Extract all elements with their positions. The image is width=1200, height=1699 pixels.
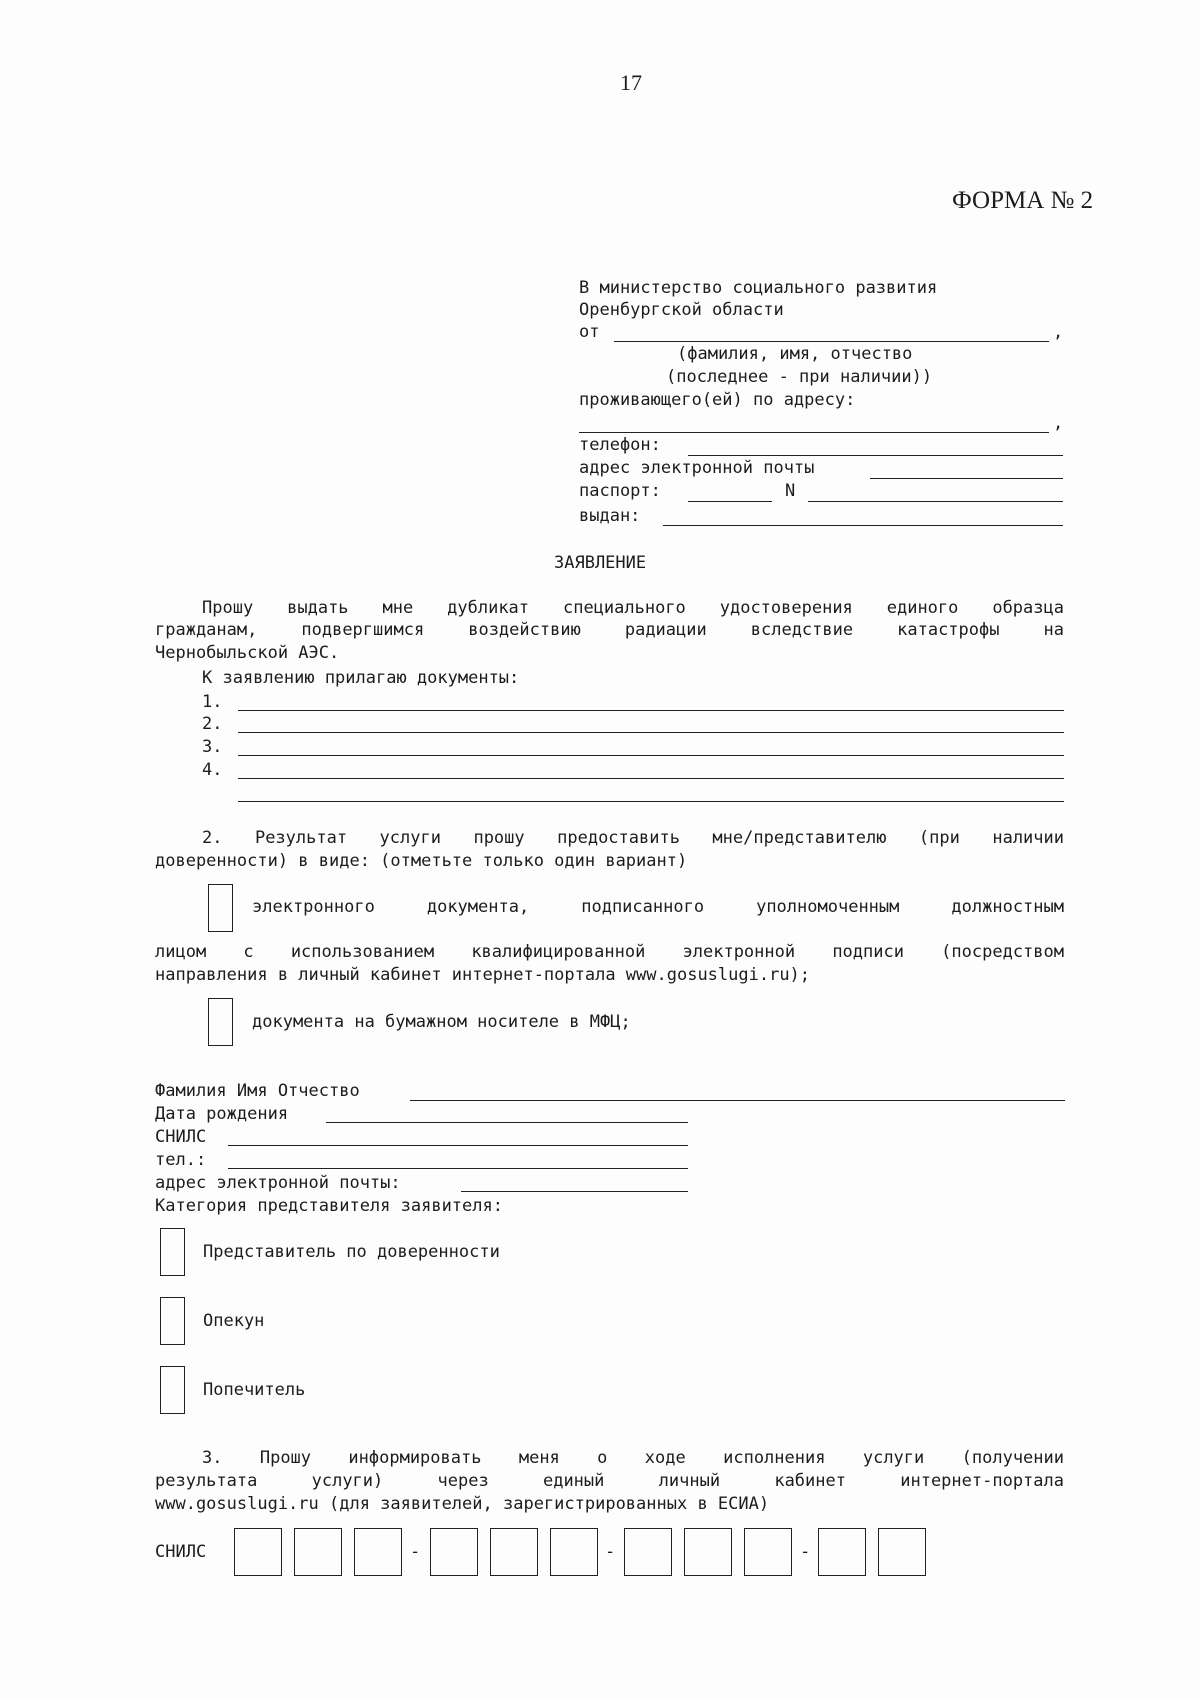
snils-digit-1[interactable] (234, 1528, 282, 1576)
attachment-number-1: 1. (202, 692, 223, 712)
attachment-field-1[interactable] (238, 710, 1064, 711)
address-comma: , (1053, 413, 1064, 433)
from-comma: , (1053, 322, 1064, 342)
snils-digit-4[interactable] (430, 1528, 478, 1576)
snils-digit-2[interactable] (294, 1528, 342, 1576)
request-line-2: гражданам, подвергшимся воздействию радиации вследствие катастрофы на (155, 620, 1064, 640)
rep-phone-field[interactable] (228, 1168, 688, 1169)
section2-line-2: доверенности) в виде: (отметьте только один вариант) (155, 851, 688, 871)
snils-dash-3: - (800, 1542, 811, 1562)
snils-digit-7[interactable] (624, 1528, 672, 1576)
option-electronic-line-3: направления в личный кабинет интернет-портала www.gosuslugi.ru); (155, 965, 811, 985)
issued-label: выдан: (579, 506, 641, 526)
rep-fullname-field[interactable] (410, 1100, 1065, 1101)
form-title: ФОРМА № 2 (952, 187, 1094, 214)
phone-label: телефон: (579, 435, 661, 455)
rep-email-label: адрес электронной почты: (155, 1173, 401, 1193)
electronic-document-checkbox[interactable] (208, 884, 233, 932)
email-field[interactable] (870, 478, 1063, 479)
section3-line-1: 3. Прошу информировать меня о ходе исполнения услуги (получении (202, 1448, 1064, 1468)
attachment-field-5[interactable] (238, 801, 1064, 802)
rep-snils-field[interactable] (228, 1145, 688, 1146)
category-guardian-checkbox[interactable] (160, 1297, 185, 1345)
issued-field[interactable] (663, 525, 1063, 526)
rep-fullname-label: Фамилия Имя Отчество (155, 1081, 360, 1101)
snils-digit-5[interactable] (490, 1528, 538, 1576)
attachment-field-4[interactable] (238, 778, 1064, 779)
page-number: 17 (620, 70, 642, 95)
addressee-line2: Оренбургской области (579, 300, 784, 320)
rep-email-field[interactable] (461, 1191, 688, 1192)
email-label: адрес электронной почты (579, 458, 815, 478)
document-heading: ЗАЯВЛЕНИЕ (554, 553, 647, 573)
option-electronic-line-1: электронного документа, подписанного уполномоченным должностным (252, 897, 1064, 917)
from-hint-2: (последнее - при наличии)) (666, 367, 933, 387)
option-electronic-line-2: лицом с использованием квалифицированной электронной подписи (посредством (155, 942, 1064, 962)
section3-line-2: результата услуги) через единый личный кабинет интернет-портала (155, 1471, 1064, 1491)
attachment-field-2[interactable] (238, 732, 1064, 733)
rep-phone-label: тел.: (155, 1150, 207, 1170)
passport-series-field[interactable] (688, 501, 772, 502)
section2-line-1: 2. Результат услуги прошу предоставить мне/представителю (при наличии (202, 828, 1064, 848)
category-guardian-label: Опекун (203, 1311, 265, 1331)
from-field[interactable] (614, 341, 1049, 342)
attachments-label: К заявлению прилагаю документы: (202, 668, 520, 688)
category-curator-label: Попечитель (203, 1380, 306, 1400)
rep-birthdate-field[interactable] (326, 1122, 688, 1123)
phone-field[interactable] (688, 455, 1063, 456)
snils-dash-2: - (605, 1542, 616, 1562)
request-line-1: Прошу выдать мне дубликат специального удостоверения единого образца (202, 598, 1064, 618)
attachment-field-3[interactable] (238, 755, 1064, 756)
from-hint-1: (фамилия, имя, отчество (677, 344, 913, 364)
rep-birthdate-label: Дата рождения (155, 1104, 289, 1124)
passport-number-sign: N (785, 481, 796, 501)
passport-label: паспорт: (579, 481, 661, 501)
addressee-line1: В министерство социального развития (579, 278, 938, 298)
address-field[interactable] (579, 432, 1049, 433)
attachment-number-3: 3. (202, 737, 223, 757)
category-proxy-label: Представитель по доверенности (203, 1242, 500, 1262)
category-proxy-checkbox[interactable] (160, 1228, 185, 1276)
snils-digit-3[interactable] (354, 1528, 402, 1576)
snils-digit-6[interactable] (550, 1528, 598, 1576)
option-paper: документа на бумажном носителе в МФЦ; (252, 1012, 631, 1032)
category-curator-checkbox[interactable] (160, 1366, 185, 1414)
request-line-3: Чернобыльской АЭС. (155, 643, 340, 663)
attachment-number-2: 2. (202, 714, 223, 734)
snils-checksum-2[interactable] (878, 1528, 926, 1576)
snils-digit-8[interactable] (684, 1528, 732, 1576)
snils-boxes-label: СНИЛС (155, 1542, 207, 1562)
paper-document-checkbox[interactable] (208, 998, 233, 1046)
rep-snils-label: СНИЛС (155, 1127, 207, 1147)
rep-category-label: Категория представителя заявителя: (155, 1196, 503, 1216)
snils-digit-9[interactable] (744, 1528, 792, 1576)
from-label: от (579, 322, 600, 342)
attachment-number-4: 4. (202, 760, 223, 780)
snils-checksum-1[interactable] (818, 1528, 866, 1576)
residing-label: проживающего(ей) по адресу: (579, 390, 856, 410)
passport-number-field[interactable] (808, 501, 1063, 502)
section3-line-3: www.gosuslugi.ru (для заявителей, зарегистрированных в ЕСИА) (155, 1494, 770, 1514)
snils-dash-1: - (410, 1542, 421, 1562)
